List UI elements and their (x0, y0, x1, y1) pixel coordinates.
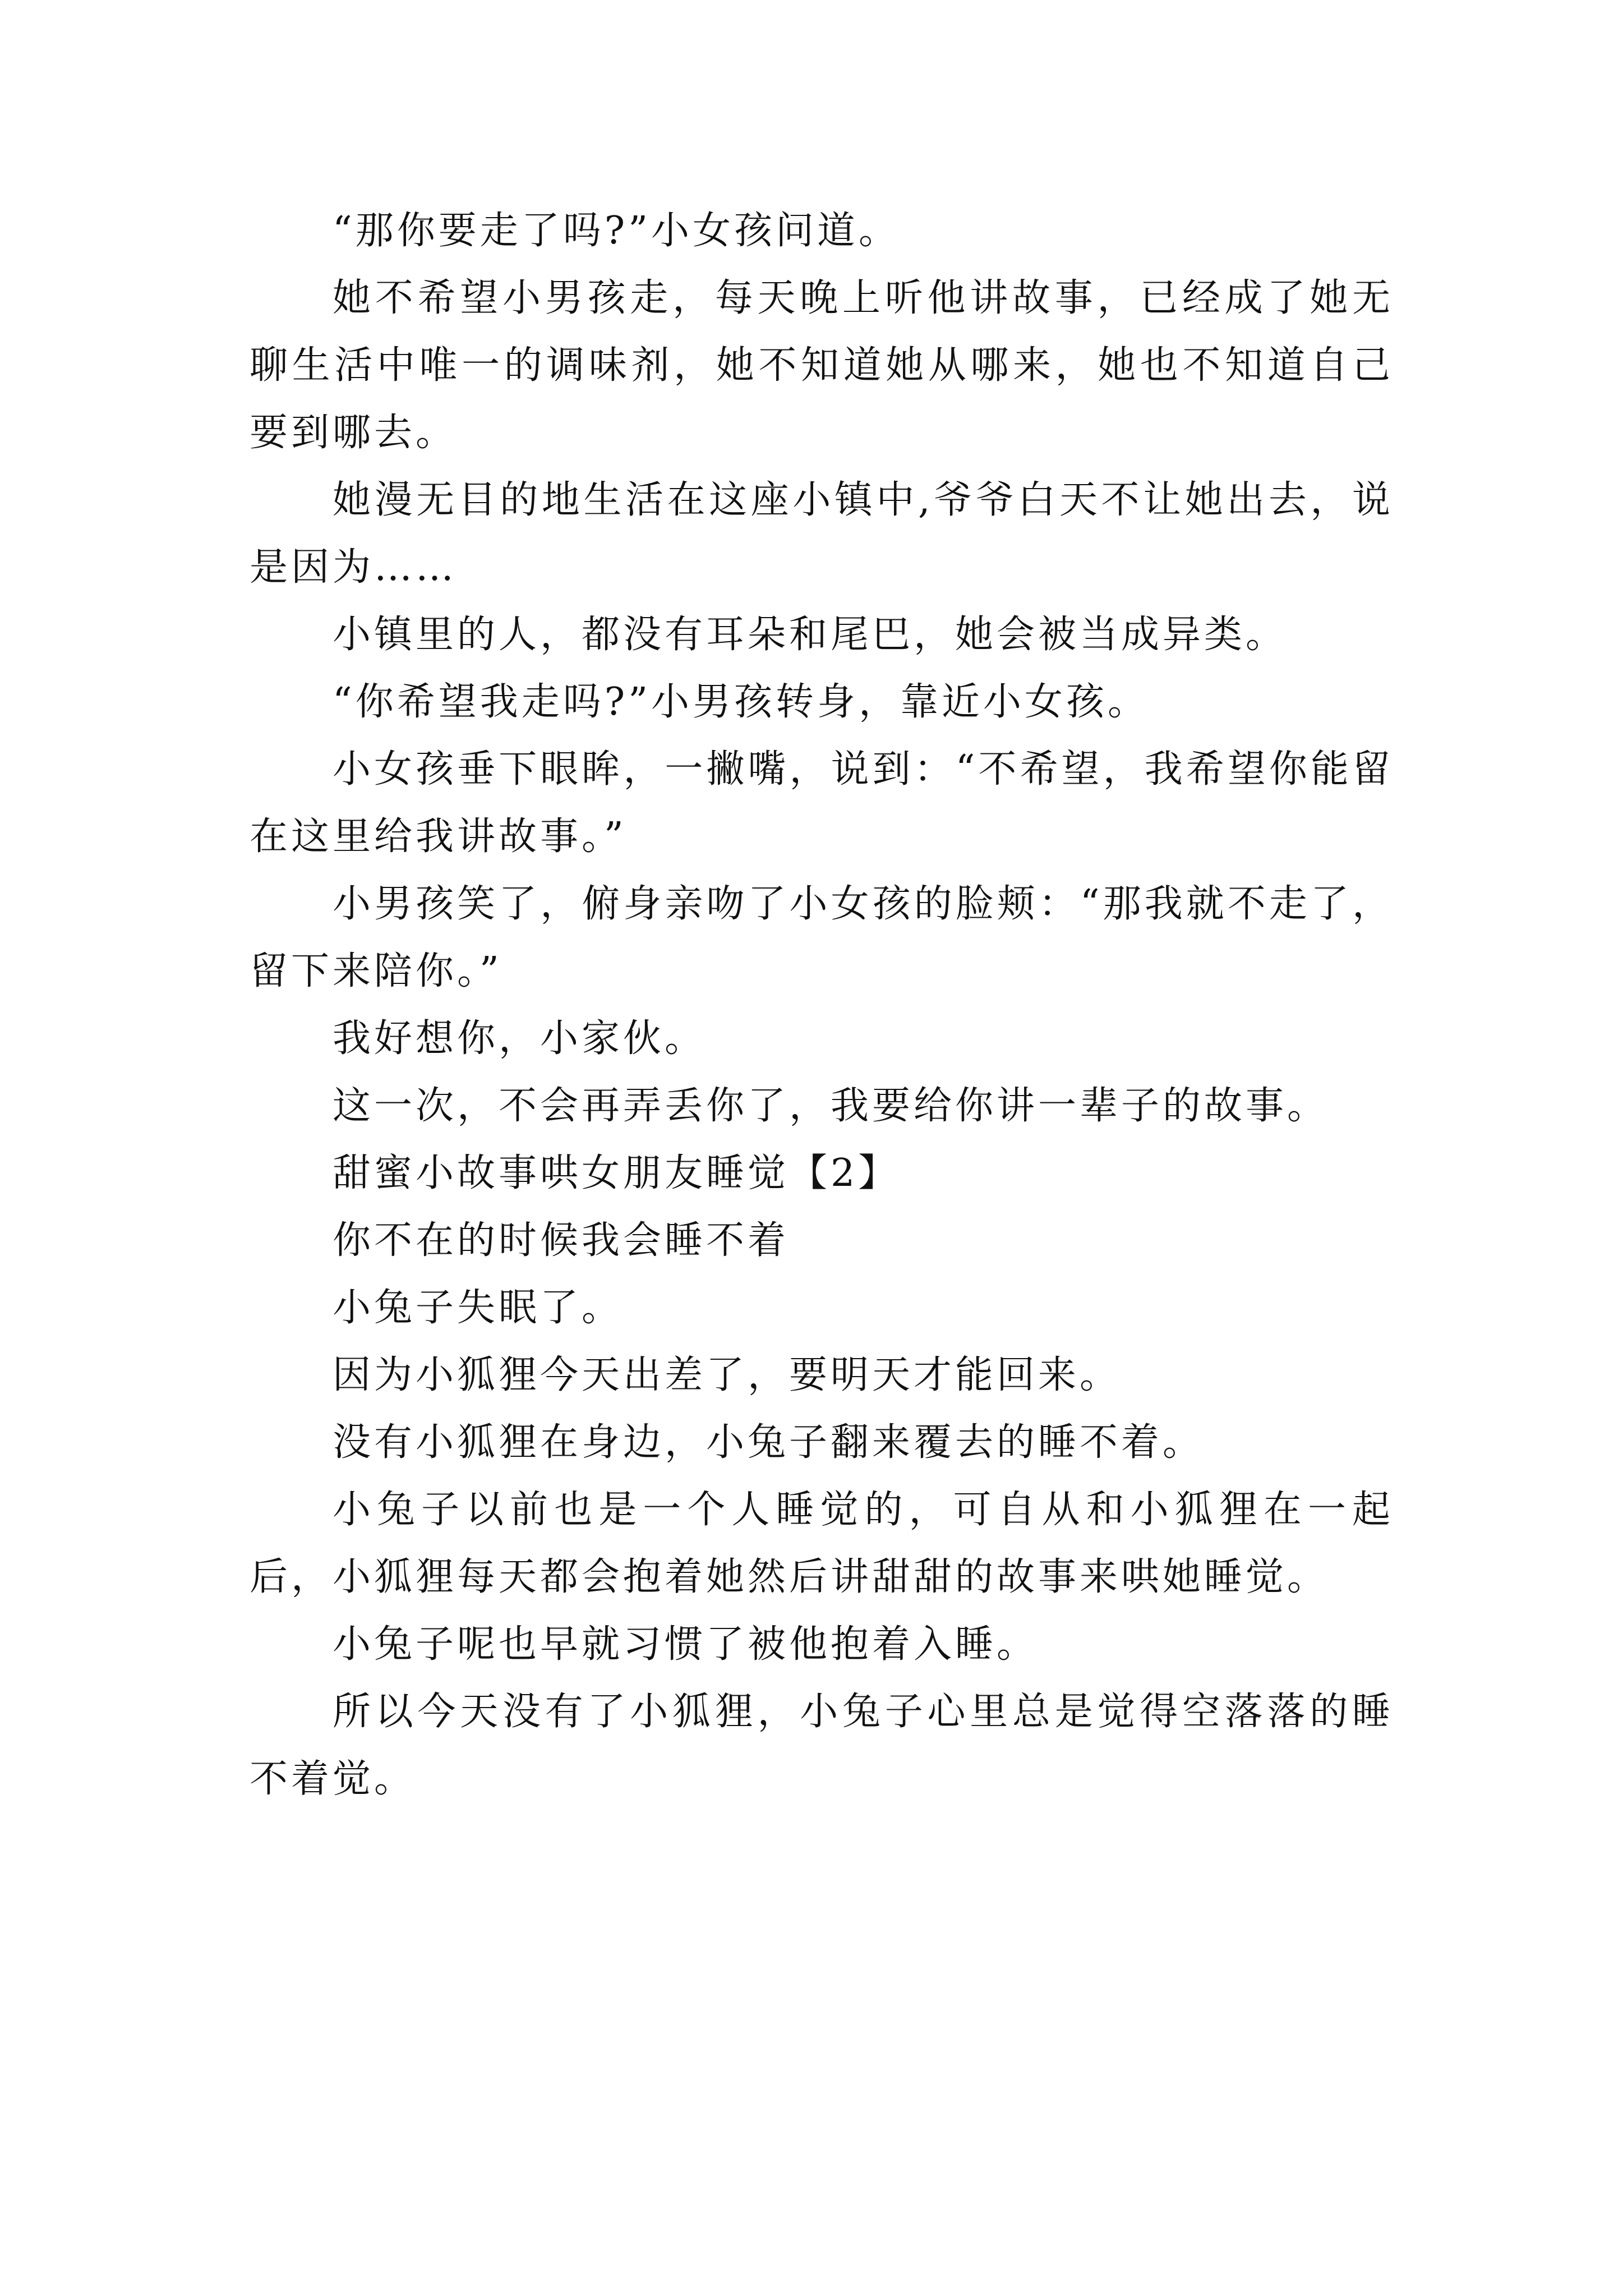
paragraph: 小男孩笑了，俯身亲吻了小女孩的脸颊：“那我就不走了，留下来陪你。” (250, 882, 1394, 993)
paragraph: 她漫无目的地生活在这座小镇中,爷爷白天不让她出去，说是因为…… (250, 478, 1394, 590)
paragraph: 她不希望小男孩走，每天晚上听他讲故事，已经成了她无聊生活中唯一的调味剂，她不知道她从哪来，她也不知道自己要到哪去。 (250, 276, 1394, 455)
paragraph: “那你要走了吗?”小女孩问道。 (333, 209, 900, 253)
paragraph: 所以今天没有了小狐狸，小兔子心里总是觉得空落落的睡不着觉。 (250, 1690, 1394, 1801)
paragraph: 这一次，不会再弄丢你了，我要给你讲一辈子的故事。 (333, 1084, 1329, 1128)
paragraph: 小兔子失眠了。 (333, 1286, 624, 1330)
story-title: 你不在的时候我会睡不着 (333, 1218, 790, 1263)
paragraph: 我好想你，小家伙。 (333, 1016, 707, 1061)
paragraph: 没有小狐狸在身边，小兔子翻来覆去的睡不着。 (333, 1420, 1205, 1465)
paragraph: 小兔子以前也是一个人睡觉的，可自从和小狐狸在一起后，小狐狸每天都会抱着她然后讲甜甜的故事来哄她睡觉。 (250, 1488, 1394, 1599)
paragraph: 小女孩垂下眼眸，一撇嘴，说到：“不希望，我希望你能留在这里给我讲故事。” (250, 747, 1394, 859)
paragraph: 小兔子呢也早就习惯了被他抱着入睡。 (333, 1622, 1039, 1667)
paragraph: 因为小狐狸今天出差了，要明天才能回来。 (333, 1353, 1122, 1397)
paragraph: 小镇里的人，都没有耳朵和尾巴，她会被当成异类。 (333, 613, 1288, 657)
section-heading: 甜蜜小故事哄女朋友睡觉【2】 (333, 1151, 900, 1195)
body-text (250, 197, 1394, 1813)
paragraph: “你希望我走吗?”小男孩转身，靠近小女孩。 (333, 680, 1149, 724)
